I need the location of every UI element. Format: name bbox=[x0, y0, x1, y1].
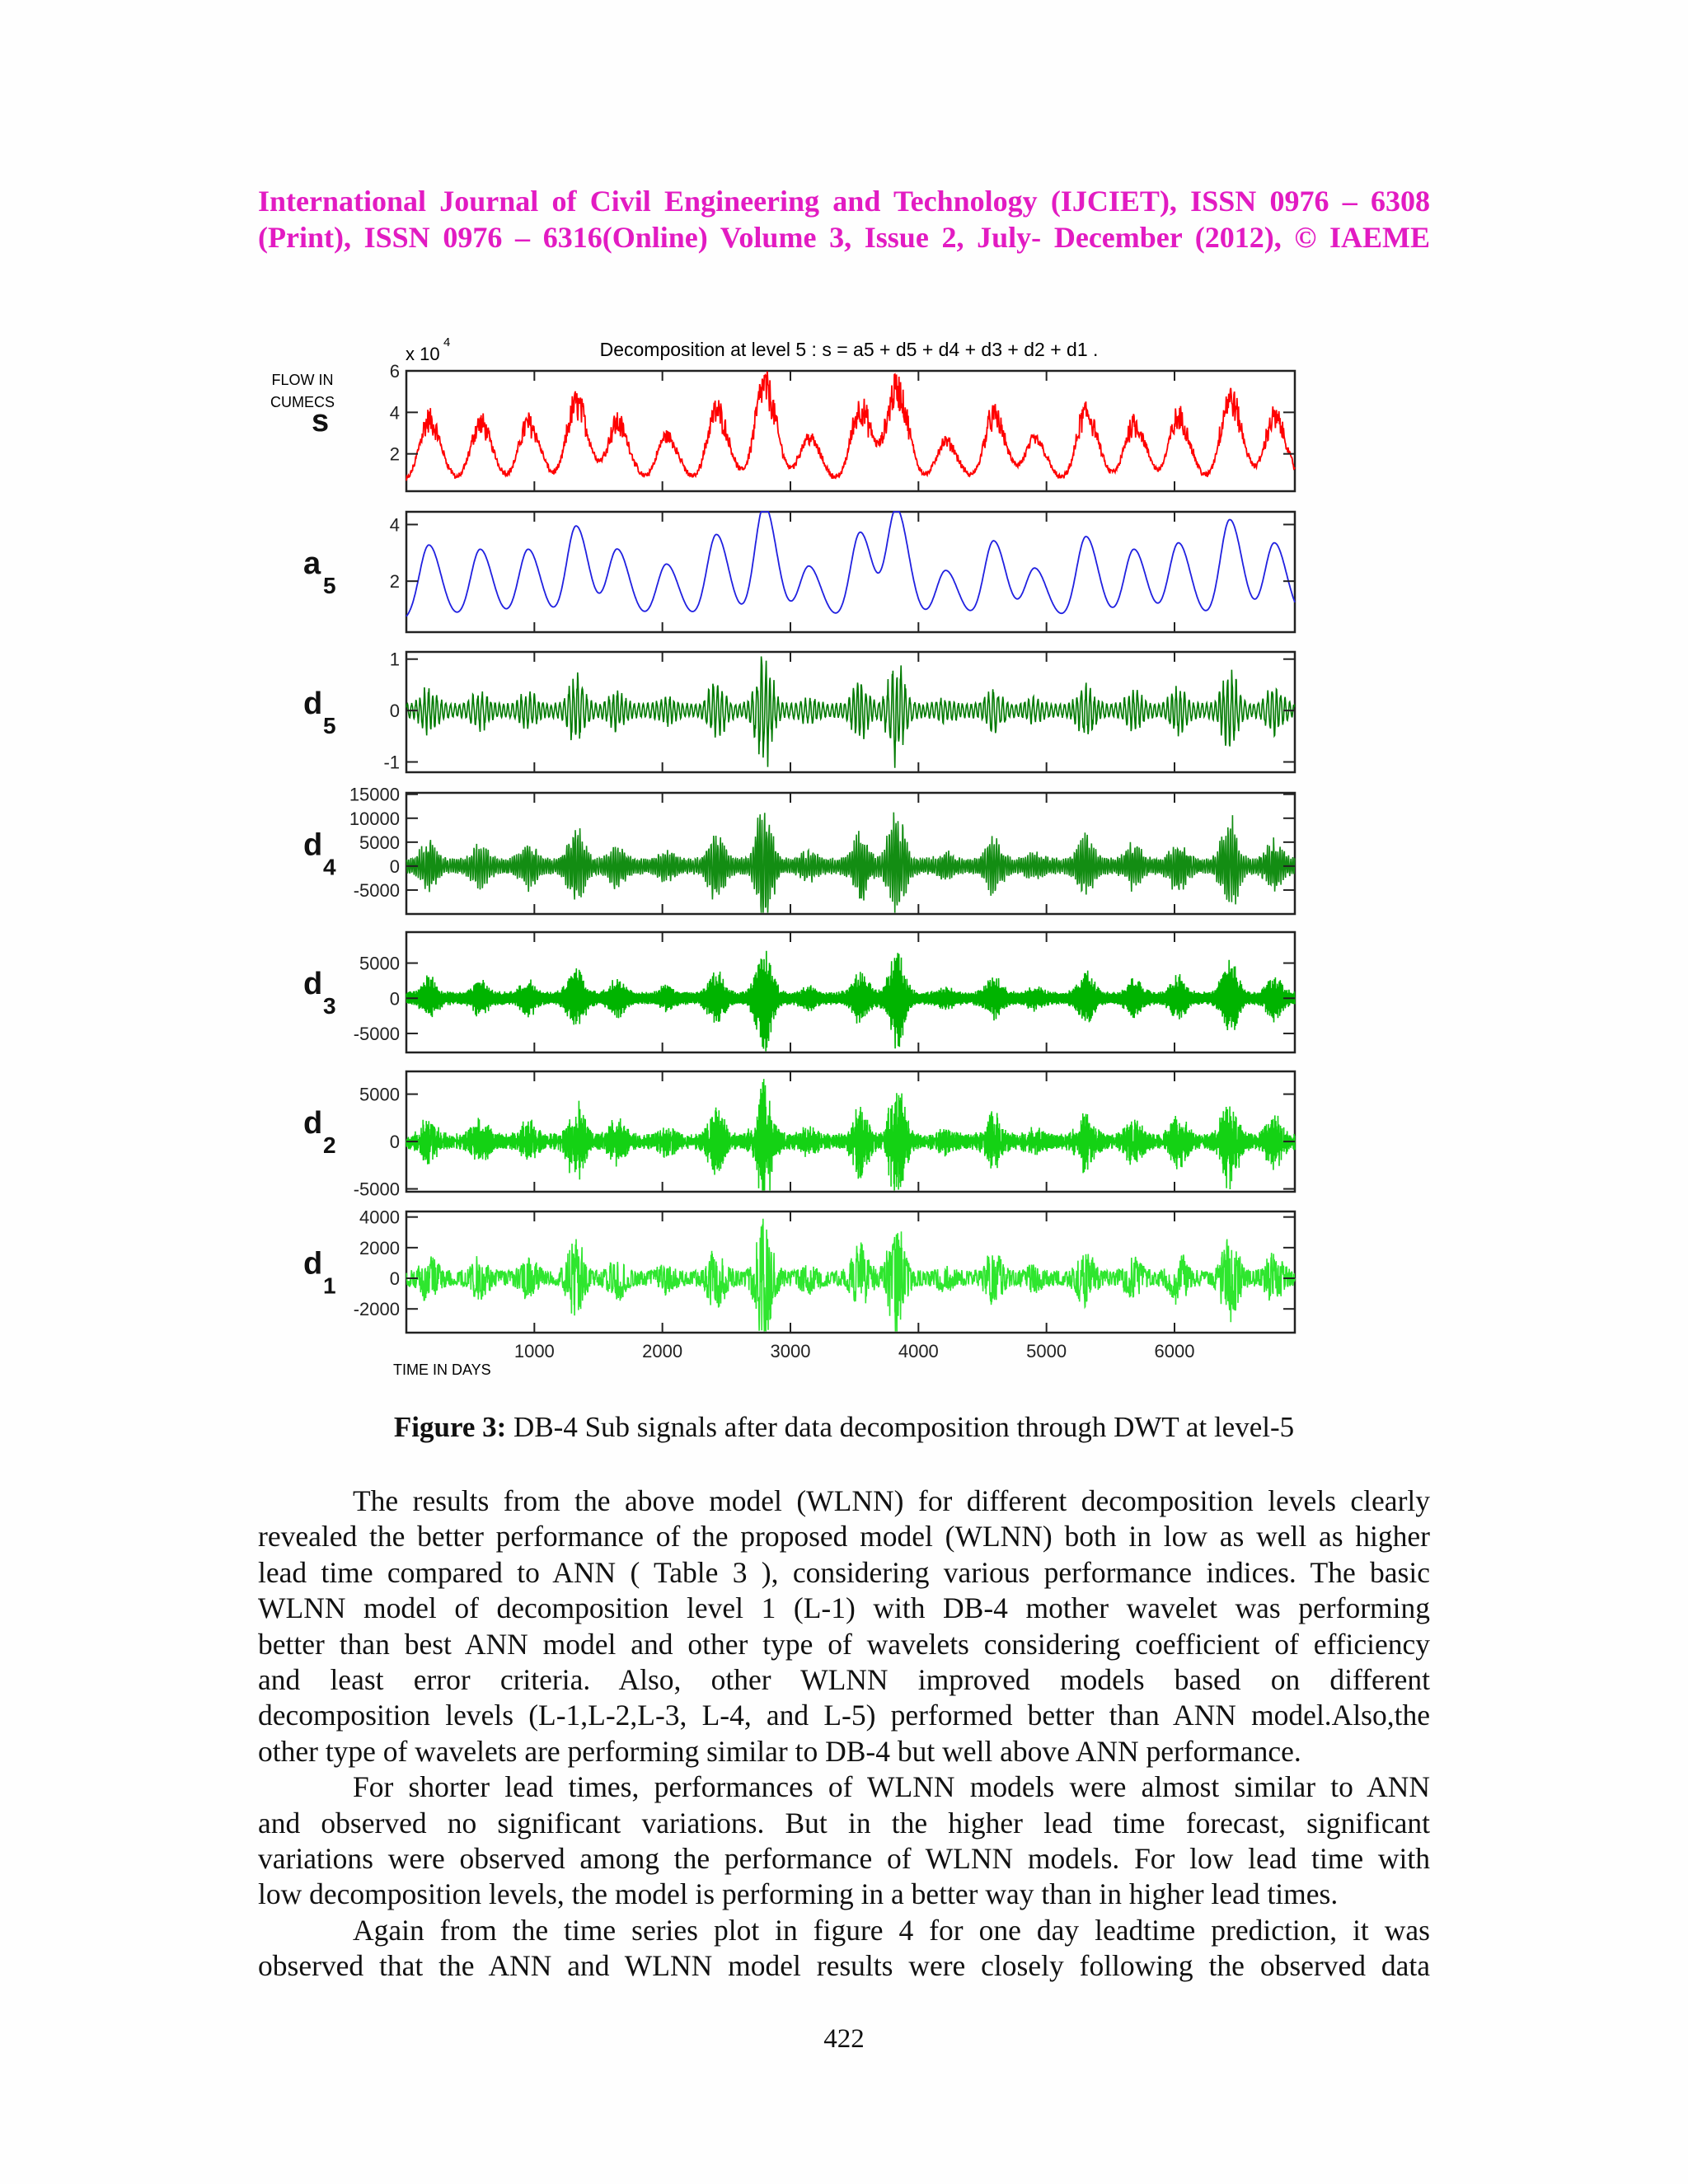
ytick-label-d1: 2000 bbox=[359, 1237, 400, 1258]
panel-label-d2: d bbox=[303, 1106, 323, 1141]
body-line: For shorter lead times, performances of WLNN models were almost similar to ANN bbox=[353, 1770, 1430, 1804]
ytick-label-d3: -5000 bbox=[353, 1023, 400, 1044]
ytick-label-d2: 0 bbox=[389, 1132, 400, 1153]
xtick-label: 1000 bbox=[513, 1341, 555, 1361]
ytick-label-d4: 10000 bbox=[349, 808, 400, 829]
ytick-label-s: 6 bbox=[389, 361, 400, 382]
body-line: variations were observed among the performance of WLNN models. For low lead time with bbox=[258, 1842, 1430, 1875]
body-line: WLNN model of decomposition level 1 (L-1) with DB-4 mother wavelet was performing bbox=[258, 1591, 1430, 1625]
ytick-label-d5: 0 bbox=[389, 701, 400, 722]
y-axis-label-line1: FLOW IN bbox=[271, 372, 334, 388]
xtick-label: 2000 bbox=[642, 1341, 683, 1361]
body-line: observed that the ANN and WLNN model results were closely following the observed data bbox=[258, 1949, 1430, 1983]
body-line: other type of wavelets are performing similar to DB-4 but well above ANN performance. bbox=[258, 1734, 1301, 1768]
journal-header-line-1: International Journal of Civil Engineering and Technology (IJCIET), ISSN 0976 – 6308 bbox=[258, 185, 1430, 218]
caption-label: Figure 3: bbox=[393, 1411, 507, 1443]
panel-label-d3: d bbox=[303, 967, 323, 1001]
panel-label-sub-d2: 2 bbox=[323, 1132, 336, 1158]
y-axis-label-line2: CUMECS bbox=[270, 394, 335, 410]
ytick-label-d4: 15000 bbox=[349, 784, 400, 805]
panel-label-sub-a5: 5 bbox=[323, 573, 336, 598]
ytick-label-d4: 0 bbox=[389, 855, 400, 877]
body-line: revealed the better performance of the proposed model (WLNN) both in low as well as higher bbox=[258, 1520, 1430, 1554]
body-line: and least error criteria. Also, other WLNN improved models based on different bbox=[258, 1663, 1430, 1696]
ytick-label-d4: 5000 bbox=[359, 832, 400, 853]
body-line: decomposition levels (L-1,L-2,L-3, L-4, and L-5) performed better than ANN model.Also,the bbox=[258, 1699, 1430, 1732]
body-line: and observed no significant variations. But in the higher lead time forecast, significant bbox=[258, 1806, 1430, 1840]
panel-label-d5: d bbox=[303, 687, 323, 721]
figure-caption bbox=[0, 1411, 1688, 1444]
body-line: Again from the time series plot in figure 4 for one day leadtime prediction, it was bbox=[353, 1913, 1430, 1947]
panel-label-sub-d4: 4 bbox=[323, 854, 336, 880]
body-line: The results from the above model (WLNN) for different decomposition levels clearly bbox=[353, 1484, 1430, 1517]
x-axis-label: TIME IN DAYS bbox=[393, 1361, 491, 1378]
ytick-label-d4: -5000 bbox=[353, 879, 400, 901]
panel-label-s: s bbox=[312, 404, 330, 438]
ytick-label-d3: 5000 bbox=[359, 953, 400, 974]
ytick-label-d1: -2000 bbox=[353, 1299, 400, 1320]
ytick-label-a5: 2 bbox=[389, 571, 400, 593]
y-exponent-label: x 10 bbox=[406, 344, 440, 364]
ytick-label-d2: -5000 bbox=[353, 1179, 400, 1200]
ytick-label-a5: 4 bbox=[389, 514, 400, 536]
panel-label-a5: a bbox=[303, 546, 321, 581]
xtick-label: 4000 bbox=[898, 1341, 939, 1361]
body-line: lead time compared to ANN ( Table 3 ), considering various performance indices. The basic bbox=[258, 1555, 1430, 1589]
panel-label-sub-d5: 5 bbox=[323, 713, 336, 738]
xtick-label: 3000 bbox=[770, 1341, 811, 1361]
chart-title: Decomposition at level 5 : s = a5 + d5 + d4 + d3 + d2 + d1 . bbox=[599, 339, 1099, 360]
journal-header-line-2: (Print), ISSN 0976 – 6316(Online) Volume 3, Issue 2, July- December (2012), © IAEME bbox=[258, 221, 1430, 254]
page-number: 422 bbox=[823, 2024, 865, 2054]
panel-label-sub-d1: 1 bbox=[323, 1272, 336, 1299]
body-line: better than best ANN model and other type of wavelets considering coefficient of efficiency bbox=[258, 1627, 1430, 1661]
panel-label-d4: d bbox=[303, 827, 323, 863]
panel-label-d1: d bbox=[303, 1246, 323, 1282]
ytick-label-d5: 1 bbox=[389, 649, 400, 670]
caption-text: DB-4 Sub signals after data decomposition through DWT at level-5 bbox=[506, 1411, 1295, 1443]
ytick-label-d1: 0 bbox=[389, 1268, 400, 1290]
ytick-label-s: 2 bbox=[389, 443, 400, 465]
y-exponent-power: 4 bbox=[443, 335, 451, 349]
body-line: low decomposition levels, the model is performing in a better way than in higher lead times. bbox=[258, 1877, 1339, 1911]
panel-label-sub-d3: 3 bbox=[323, 993, 336, 1019]
panel-a5-frame bbox=[406, 512, 1295, 632]
ytick-label-d3: 0 bbox=[389, 988, 400, 1010]
xtick-label: 6000 bbox=[1154, 1341, 1195, 1361]
ytick-label-s: 4 bbox=[389, 402, 400, 424]
ytick-label-d5: -1 bbox=[383, 752, 400, 773]
xtick-label: 5000 bbox=[1026, 1341, 1067, 1361]
ytick-label-d1: 4000 bbox=[359, 1207, 400, 1228]
ytick-label-d2: 5000 bbox=[359, 1084, 400, 1105]
